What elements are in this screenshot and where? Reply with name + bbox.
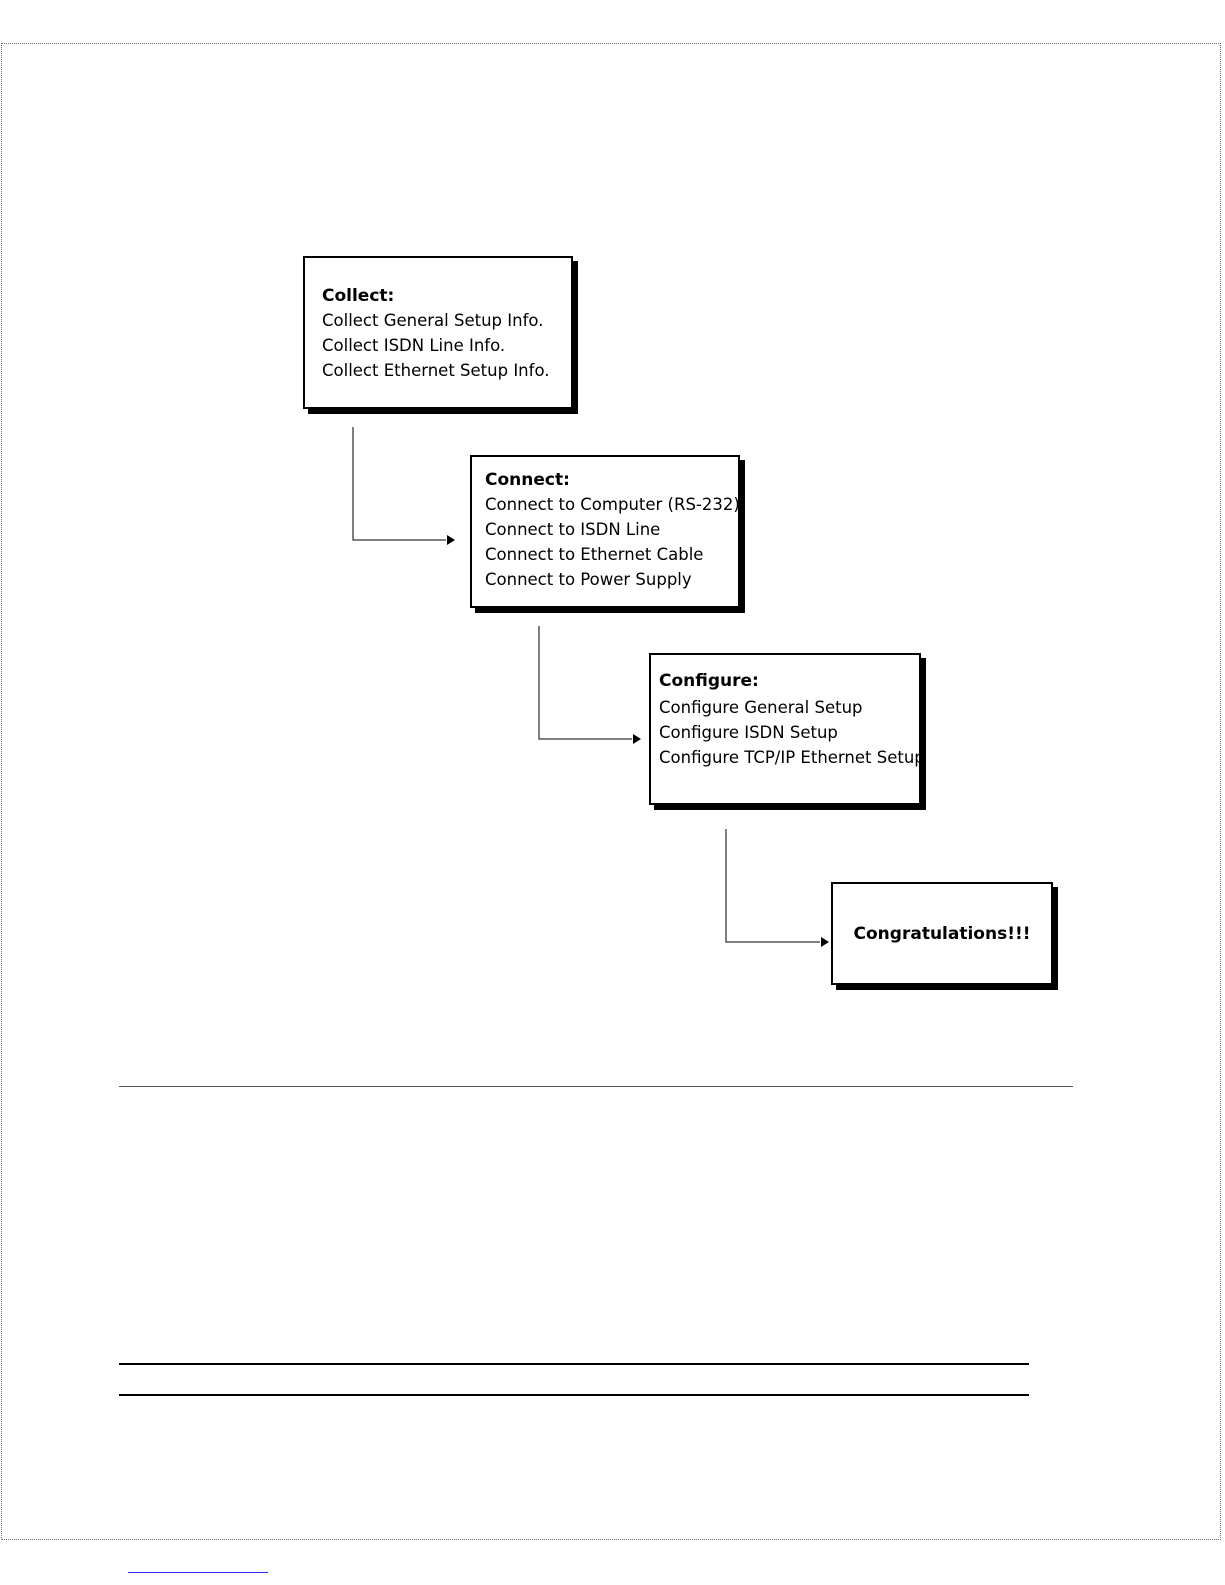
connect-item: Connect to Computer (RS-232) — [485, 495, 740, 514]
connect-title: Connect: — [485, 470, 570, 490]
page-frame — [1, 43, 1221, 1540]
connect-item: Connect to Ethernet Cable — [485, 545, 704, 564]
section-divider — [119, 1086, 1073, 1087]
congratulations-title: Congratulations!!! — [853, 923, 1031, 944]
congratulations-step-box — [831, 882, 1053, 985]
configure-item: Configure TCP/IP Ethernet Setup — [659, 748, 925, 767]
configure-item: Configure General Setup — [659, 698, 863, 717]
collect-step-box — [303, 256, 573, 409]
configure-step-box — [649, 653, 925, 805]
footer-link-underline — [128, 1572, 268, 1573]
connect-item: Connect to Power Supply — [485, 570, 692, 589]
collect-item: Collect General Setup Info. — [322, 311, 544, 330]
collect-item: Collect ISDN Line Info. — [322, 336, 506, 355]
table-top-rule — [119, 1363, 1029, 1365]
collect-item: Collect Ethernet Setup Info. — [322, 361, 550, 380]
configure-title: Configure: — [659, 671, 759, 691]
table-bottom-rule — [119, 1394, 1029, 1396]
collect-title: Collect: — [322, 286, 395, 306]
configure-item: Configure ISDN Setup — [659, 723, 838, 742]
connect-item: Connect to ISDN Line — [485, 520, 661, 539]
connect-step-box — [470, 455, 740, 608]
